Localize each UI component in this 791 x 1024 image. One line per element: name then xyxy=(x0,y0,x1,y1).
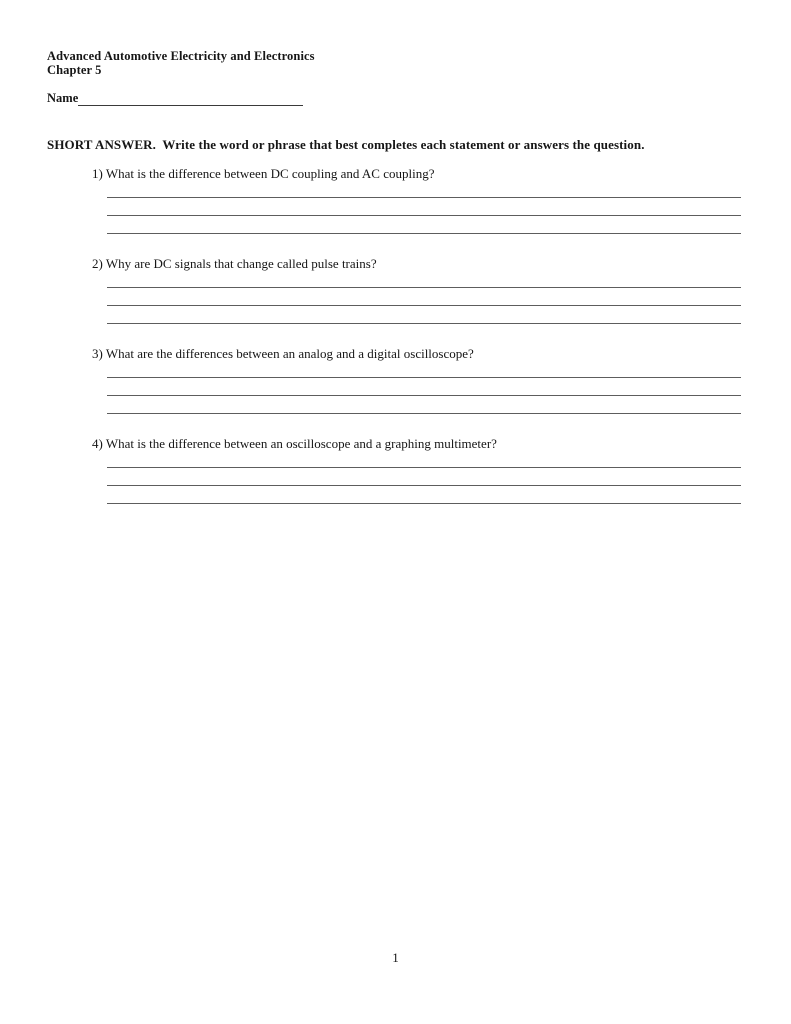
name-label: Name xyxy=(47,91,79,105)
answer-line xyxy=(107,378,741,396)
question-text xyxy=(92,346,741,361)
answer-line xyxy=(107,216,741,234)
question-text xyxy=(92,166,741,181)
page-number: 1 xyxy=(392,950,399,965)
name-blank-line xyxy=(78,91,303,106)
answer-lines xyxy=(107,271,741,324)
question-block-3 xyxy=(92,346,741,414)
answer-line xyxy=(107,271,741,288)
answer-line xyxy=(107,451,741,468)
question-number: 2) xyxy=(92,256,103,271)
document-header xyxy=(47,49,741,77)
question-text xyxy=(92,256,741,271)
question-block-4 xyxy=(92,436,741,504)
answer-line xyxy=(107,486,741,504)
chapter-label: Chapter 5 xyxy=(47,63,102,77)
question-number: 3) xyxy=(92,346,103,361)
question-prompt: What is the difference between an oscilloscope and a graphing multimeter? xyxy=(105,436,497,451)
answer-line xyxy=(107,468,741,486)
answer-line xyxy=(107,181,741,198)
answer-lines xyxy=(107,361,741,414)
question-block-1 xyxy=(92,166,741,234)
questions-list xyxy=(47,166,741,504)
name-row xyxy=(47,91,741,106)
question-block-2 xyxy=(92,256,741,324)
course-title: Advanced Automotive Electricity and Electronics xyxy=(47,49,315,63)
answer-line xyxy=(107,288,741,306)
page-content xyxy=(0,0,791,504)
question-number: 1) xyxy=(92,166,103,181)
question-prompt: What are the differences between an analog and a digital oscilloscope? xyxy=(105,346,474,361)
question-number: 4) xyxy=(92,436,103,451)
question-prompt: What is the difference between DC coupling and AC coupling? xyxy=(105,166,435,181)
answer-lines xyxy=(107,181,741,234)
question-prompt: Why are DC signals that change called pulse trains? xyxy=(105,256,377,271)
answer-line xyxy=(107,306,741,324)
section-heading: SHORT ANSWER. Write the word or phrase that best completes each statement or answers the question. xyxy=(47,137,645,152)
question-text xyxy=(92,436,741,451)
answer-line xyxy=(107,396,741,414)
answer-lines xyxy=(107,451,741,504)
answer-line xyxy=(107,361,741,378)
answer-line xyxy=(107,198,741,216)
